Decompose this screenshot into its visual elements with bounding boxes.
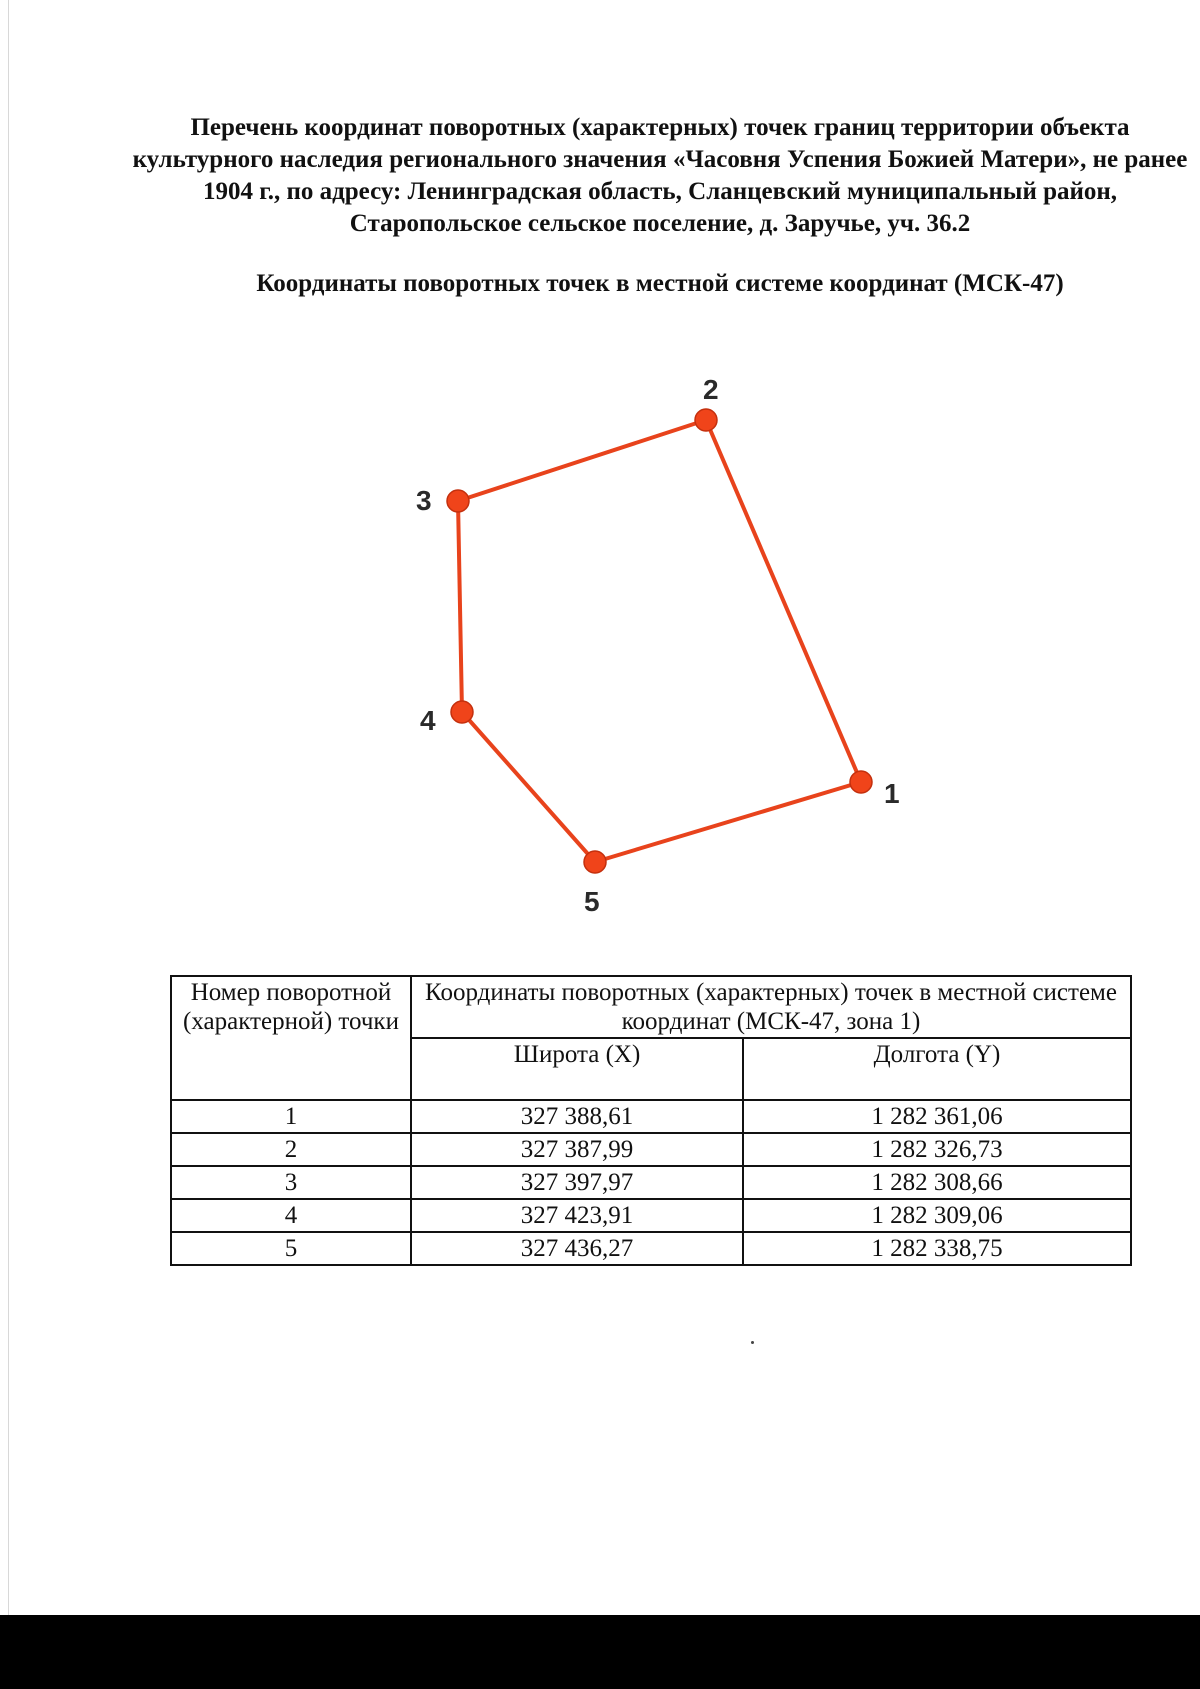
cell-longitude-y: 1 282 308,66 xyxy=(743,1166,1131,1199)
cell-point-number: 5 xyxy=(171,1232,411,1265)
cell-point-number: 2 xyxy=(171,1133,411,1166)
cell-latitude-x: 327 397,97 xyxy=(411,1166,743,1199)
boundary-point-1-label: 1 xyxy=(884,778,900,809)
boundary-point-5-marker xyxy=(584,851,606,873)
table-row xyxy=(171,1100,1131,1133)
boundary-point-1 xyxy=(850,771,900,809)
document-subtitle: Координаты поворотных точек в местной системе координат (МСК-47) xyxy=(256,270,1064,297)
scan-bottom-bar xyxy=(0,1615,1200,1689)
table-row xyxy=(171,1166,1131,1199)
cell-longitude-y: 1 282 361,06 xyxy=(743,1100,1131,1133)
table-header-row xyxy=(171,976,1131,1038)
boundary-point-5 xyxy=(584,851,606,917)
boundary-point-3 xyxy=(416,485,469,516)
boundary-polygon xyxy=(458,420,861,862)
boundary-point-2-marker xyxy=(695,409,717,431)
boundary-point-4 xyxy=(420,701,473,736)
cell-point-number: 3 xyxy=(171,1166,411,1199)
cell-longitude-y: 1 282 326,73 xyxy=(743,1133,1131,1166)
cell-point-number: 4 xyxy=(171,1199,411,1232)
cell-point-number: 1 xyxy=(171,1100,411,1133)
header-latitude-x: Широта (X) xyxy=(411,1038,743,1100)
boundary-point-4-label: 4 xyxy=(420,705,436,736)
table-row xyxy=(171,1199,1131,1232)
coordinates-table xyxy=(170,975,1132,1266)
boundary-point-1-marker xyxy=(850,771,872,793)
header-point-number: Номер поворотной (характерной) точки xyxy=(171,976,411,1100)
scan-speck xyxy=(751,1341,754,1344)
cell-latitude-x: 327 388,61 xyxy=(411,1100,743,1133)
cell-longitude-y: 1 282 309,06 xyxy=(743,1199,1131,1232)
boundary-point-2 xyxy=(695,374,719,431)
document-title: Перечень координат поворотных (характерных) точек границ территории объекта культурного наследия регионального значения «Часовня Успения Божией Матери», не ранее 1904 г., по адресу: Ленинградская область, Сланцевский муниципальный район, Старопольское сельское поселение, д. Заручье, уч. 36.2 xyxy=(132,114,1188,237)
cell-latitude-x: 327 423,91 xyxy=(411,1199,743,1232)
cell-latitude-x: 327 387,99 xyxy=(411,1133,743,1166)
boundary-point-3-label: 3 xyxy=(416,485,432,516)
cell-longitude-y: 1 282 338,75 xyxy=(743,1232,1131,1265)
boundary-point-2-label: 2 xyxy=(703,374,719,405)
boundary-point-5-label: 5 xyxy=(584,886,600,917)
cell-latitude-x: 327 436,27 xyxy=(411,1232,743,1265)
header-longitude-y: Долгота (Y) xyxy=(743,1038,1131,1100)
boundary-point-4-marker xyxy=(451,701,473,723)
table-row xyxy=(171,1133,1131,1166)
boundary-point-3-marker xyxy=(447,490,469,512)
header-coordinates: Координаты поворотных (характерных) точек в местной системе координат (МСК-47, зона 1) xyxy=(411,976,1131,1038)
table-row xyxy=(171,1232,1131,1265)
